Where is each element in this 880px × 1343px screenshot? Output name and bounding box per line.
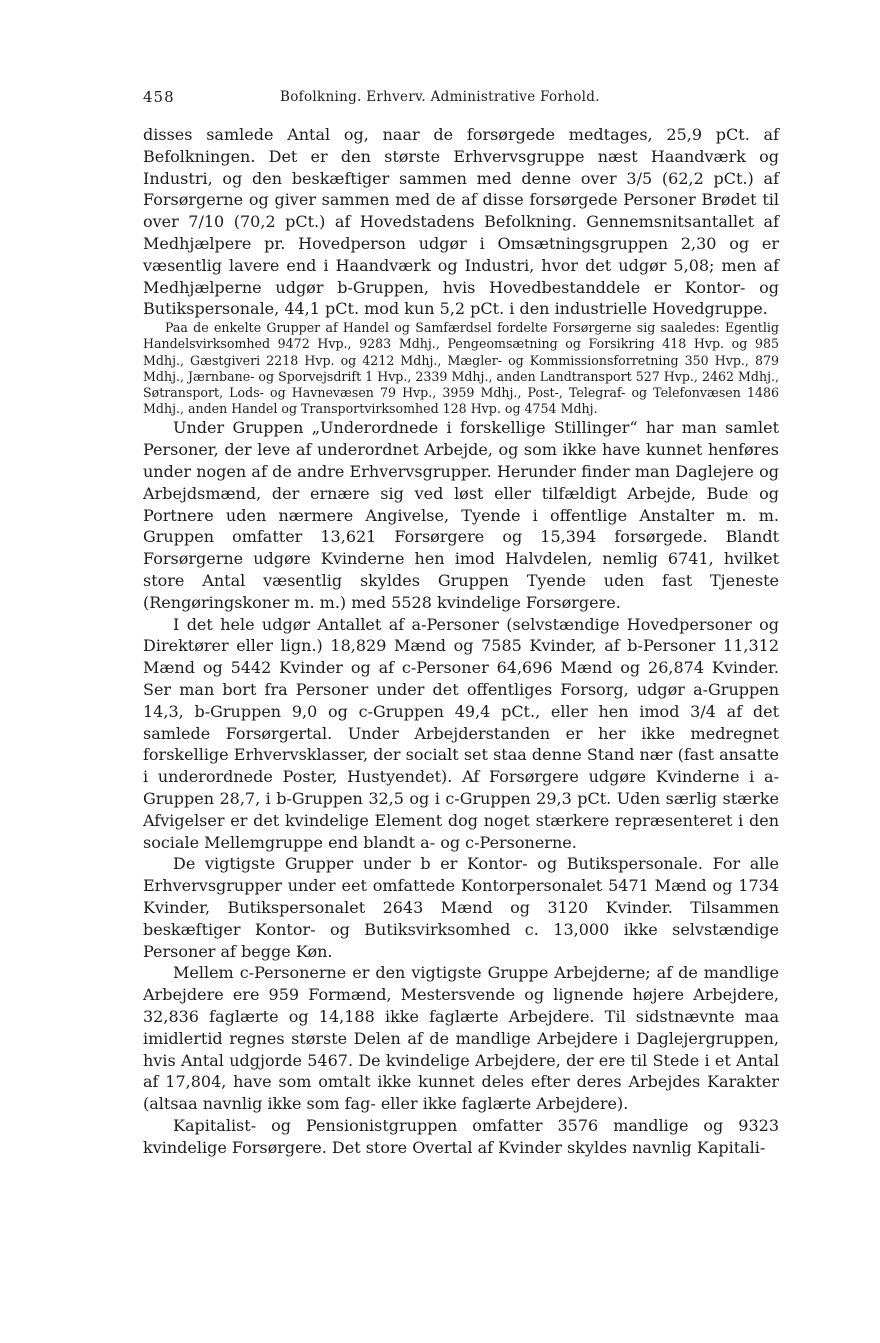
book-page [143,88,779,1158]
paragraph-c-personer: Mellem c-Personerne er den vigtigste Gruppe Arbejderne; af de mandlige Arbejdere ere 959 Formænd, Mestersvende og lignende højere Arbejdere, 32,836 faglærte og 14,188 ikke faglærte Arbejdere. Til sidstnævnte maa imidlertid regnes største Delen af de mandlige Arbejdere i Daglejergruppen, hvis Antal udgjorde 5467. De kvindelige Arbejdere, der ere til Stede i et Antal af 17,804, have som omtalt ikke kunnet deles efter deres Arbejdes Karakter (altsaa navnlig ikke som fag- eller ikke faglærte Arbejdere). [143,963,779,1114]
page-header [143,88,779,110]
paragraph-underordnede: Under Gruppen „Underordnede i forskellige Stillinger“ har man samlet Personer, der leve af underordnet Arbejde, og som ikke have kunnet henføres under nogen af de andre Erhvervsgrupper. Herunder finder man Daglejere og Arbejdsmænd, der ernære sig ved løst eller tilfældigt Arbejde, Bude og Portnere uden nærmere Angivelse, Tyende i offentlige Anstalter m. m. Gruppen omfatter 13,621 Forsørgere og 15,394 forsørgede. Blandt Forsørgerne udgøre Kvinderne hen imod Halvdelen, nemlig 6741, hvilket store Antal væsentlig skyldes Gruppen Tyende uden fast Tjeneste (Rengøringskoner m. m.) med 5528 kvindelige Forsørgere. [143,418,779,612]
page-number: 458 [143,88,175,106]
paragraph-continuation: disses samlede Antal og, naar de forsørgede medtages, 25,9 pCt. af Befolkningen. Det er den største Erhvervsgruppe næst Haandværk og Industri, og den beskæftiger sammen med denne over 3/5 (62,2 pCt.) af Forsørgerne og giver sammen med de af disse forsørgede Personer Brødet til over 7/10 (70,2 pCt.) af Hovedstadens Befolkning. Gennemsnitsantallet af Medhjælpere pr. Hovedperson udgør i Omsætningsgruppen 2,30 og er væsentlig lavere end i Haandværk og Industri, hvor det udgør 5,08; men af Medhjælperne udgør b-Gruppen, hvis Hovedbestanddele er Kontor- og Butikspersonale, 44,1 pCt. mod kun 5,2 pCt. i den industrielle Hovedgruppe. [143,125,779,319]
paragraph-b-grupper: De vigtigste Grupper under b er Kontor- og Butikspersonale. For alle Erhvervsgrupper under eet omfattede Kontorpersonalet 5471 Mænd og 1734 Kvinder, Butikspersonalet 2643 Mænd og 3120 Kvinder. Tilsammen beskæftiger Kontor- og Butiksvirksomhed c. 13,000 ikke selvstændige Personer af begge Køn. [143,854,779,961]
paragraph-kapitalist: Kapitalist- og Pensionistgruppen omfatter 3576 mandlige og 9323 kvindelige Forsørgere. Det store Overtal af Kvinder skyldes navnlig Kapitali- [143,1115,779,1157]
body-text [143,124,779,1158]
paragraph-a-personer: I det hele udgør Antallet af a-Personer (selvstændige Hovedpersoner og Direktører eller lign.) 18,829 Mænd og 7585 Kvinder, af b-Personer 11,312 Mænd og 5442 Kvinder og af c-Personer 64,696 Mænd og 26,874 Kvinder. Ser man bort fra Personer under det offentliges Forsorg, udgør a-Gruppen 14,3, b-Gruppen 9,0 og c-Gruppen 49,4 pCt., eller hen imod 3/4 af det samlede Forsørgertal. Under Arbejderstanden er her ikke medregnet forskellige Erhvervsklasser, der socialt set staa denne Stand nær (fast ansatte i underordnede Poster, Hustyendet). Af Forsørgere udgøre Kvinderne i a-Gruppen 28,7, i b-Gruppen 32,5 og i c-Gruppen 29,3 pCt. Uden særlig stærke Afvigelser er det kvindelige Element dog noget stærkere repræsenteret i den sociale Mellemgruppe end blandt a- og c-Personerne. [143,614,779,852]
running-head: Bofolkning. Erhverv. Administrative Forhold. [280,89,600,105]
paragraph-footnote-small: Paa de enkelte Grupper af Handel og Samfærdsel fordelte Forsørgerne sig saaledes: Egentlig Handelsvirksomhed 9472 Hvp., 9283 Mdhj., Pengeomsætning og Forsikring 418 Hvp. og 985 Mdhj., Gæstgiveri 2218 Hvp. og 4212 Mdhj., Mægler- og Kommissionsforretning 350 Hvp., 879 Mdhj., Jærnbane- og Sporvejsdrift 1 Hvp., 2339 Mdhj., anden Landtransport 527 Hvp., 2462 Mdhj., Søtransport, Lods- og Havnevæsen 79 Hvp., 3959 Mdhj., Post-, Telegraf- og Telefonvæsen 1486 Mdhj., anden Handel og Transportvirksomhed 128 Hvp. og 4754 Mdhj. [143,320,779,417]
